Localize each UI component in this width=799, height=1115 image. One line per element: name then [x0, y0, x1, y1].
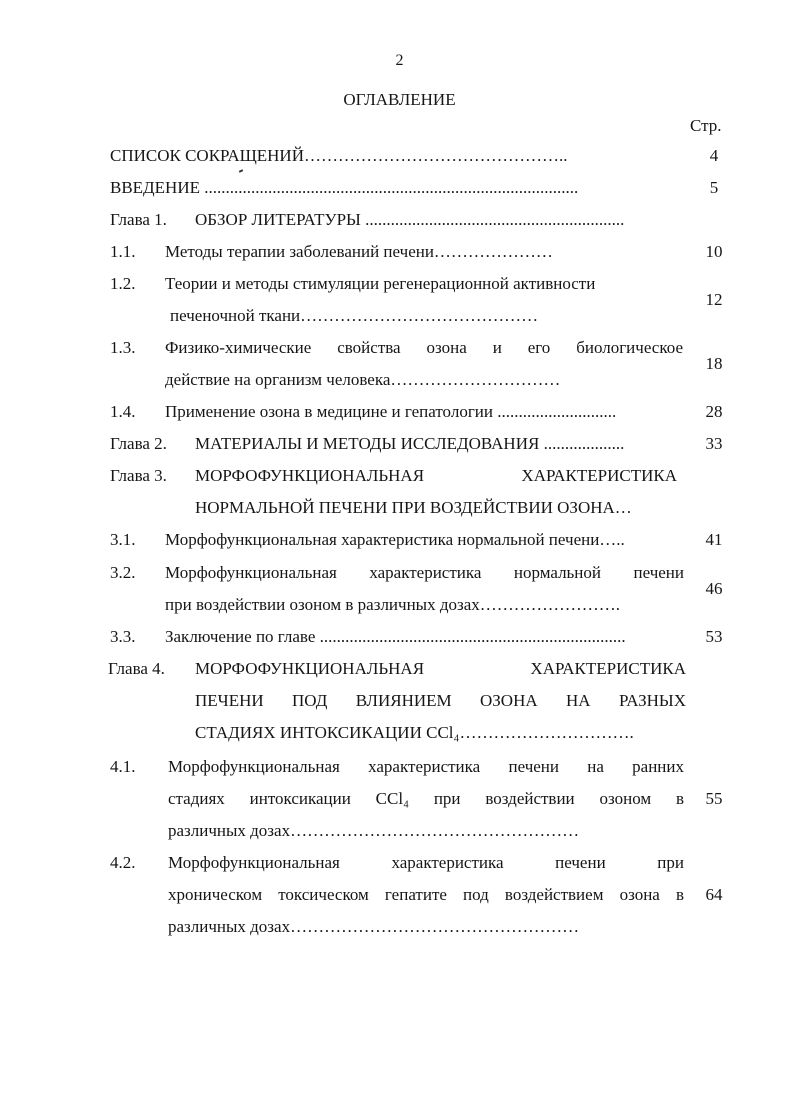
- toc-page: 46: [705, 579, 723, 598]
- toc-num: Глава 3.: [110, 466, 167, 485]
- ink-mark: [239, 169, 243, 173]
- toc-entry-4-2-line1: Морфофункциональная характеристика печени при: [168, 853, 684, 872]
- page-column-header: Стр.: [690, 116, 722, 135]
- toc-num: Глава 1.: [110, 210, 167, 229]
- toc-entry-4-1-line1: Морфофункциональная характеристика печени на ранних: [168, 757, 684, 776]
- toc-entry-abbreviations: СПИСОК СОКРАЩЕНИЙ………………………………………..: [110, 146, 568, 165]
- toc-page: 12: [705, 290, 723, 309]
- toc-num: Глава 2.: [110, 434, 167, 453]
- toc-num: 3.2.: [110, 563, 136, 582]
- toc-entry-4-2-line3: различных дозах……………………………………………: [168, 917, 580, 936]
- toc-entry-chapter3-line2: НОРМАЛЬНОЙ ПЕЧЕНИ ПРИ ВОЗДЕЙСТВИИ ОЗОНА…: [195, 498, 632, 517]
- toc-page: 55: [705, 789, 723, 808]
- toc-page: 18: [705, 354, 723, 373]
- page-number: 2: [395, 52, 404, 69]
- toc-page: 4: [709, 146, 719, 165]
- toc-entry-4-1-line2: стадиях интоксикации CCl₄ при воздействии озоном в: [168, 789, 684, 808]
- toc-entry-1-2-line2: печеночной ткани……………………………………: [170, 306, 539, 325]
- toc-entry-1-1: Методы терапии заболеваний печени…………………: [165, 242, 553, 261]
- toc-entry-3-1: Морфофункциональная характеристика нормальной печени…..: [165, 530, 625, 549]
- toc-entry-1-3-line1: Физико-химические свойства озона и его биологическое: [165, 338, 683, 357]
- toc-entry-1-2-line1: Теории и методы стимуляции регенерационной активности: [165, 274, 596, 293]
- toc-num: 1.4.: [110, 402, 136, 421]
- toc-entry-chapter3-line1: МОРФОФУНКЦИОНАЛЬНАЯ ХАРАКТЕРИСТИКА: [195, 466, 677, 485]
- toc-num: 4.2.: [110, 853, 136, 872]
- toc-num: 1.2.: [110, 274, 136, 293]
- toc-page: 64: [705, 885, 723, 904]
- toc-entry-chapter2: МАТЕРИАЛЫ И МЕТОДЫ ИССЛЕДОВАНИЯ ...................: [195, 434, 625, 453]
- toc-num: Глава 4.: [108, 659, 165, 678]
- toc-entry-chapter4-line3: СТАДИЯХ ИНТОКСИКАЦИИ CCl₄………………………….: [195, 723, 634, 742]
- toc-entry-4-2-line2: хроническом токсическом гепатите под воздействием озона в: [168, 885, 684, 904]
- toc-entry-chapter4-line1: МОРФОФУНКЦИОНАЛЬНАЯ ХАРАКТЕРИСТИКА: [195, 659, 686, 678]
- toc-entry-3-2-line2: при воздействии озоном в различных дозах…………………….: [165, 595, 620, 614]
- toc-title: ОГЛАВЛЕНИЕ: [343, 90, 456, 109]
- toc-entry-1-4: Применение озона в медицине и гепатологии ............................: [165, 402, 617, 421]
- toc-num: 1.3.: [110, 338, 136, 357]
- toc-entry-chapter4-line2: ПЕЧЕНИ ПОД ВЛИЯНИЕМ ОЗОНА НА РАЗНЫХ: [195, 691, 686, 710]
- toc-num: 3.3.: [110, 627, 136, 646]
- toc-page: 28: [705, 402, 723, 421]
- toc-page: 41: [705, 530, 723, 549]
- toc-page: 53: [705, 627, 723, 646]
- toc-page: 10: [705, 242, 723, 261]
- toc-entry-4-1-line3: различных дозах……………………………………………: [168, 821, 580, 840]
- toc-entry-3-2-line1: Морфофункциональная характеристика нормальной печени: [165, 563, 684, 582]
- toc-num: 4.1.: [110, 757, 136, 776]
- toc-entry-3-3: Заключение по главе ........................................................................: [165, 627, 626, 646]
- toc-num: 3.1.: [110, 530, 136, 549]
- toc-entry-1-3-line2: действие на организм человека…………………………: [165, 370, 561, 389]
- toc-page: 5: [709, 178, 719, 197]
- toc-entry-introduction: ВВЕДЕНИЕ ........................................................................................: [110, 178, 579, 197]
- toc-page: 33: [705, 434, 723, 453]
- toc-num: 1.1.: [110, 242, 136, 261]
- toc-entry-chapter1: ОБЗОР ЛИТЕРАТУРЫ .............................................................: [195, 210, 625, 229]
